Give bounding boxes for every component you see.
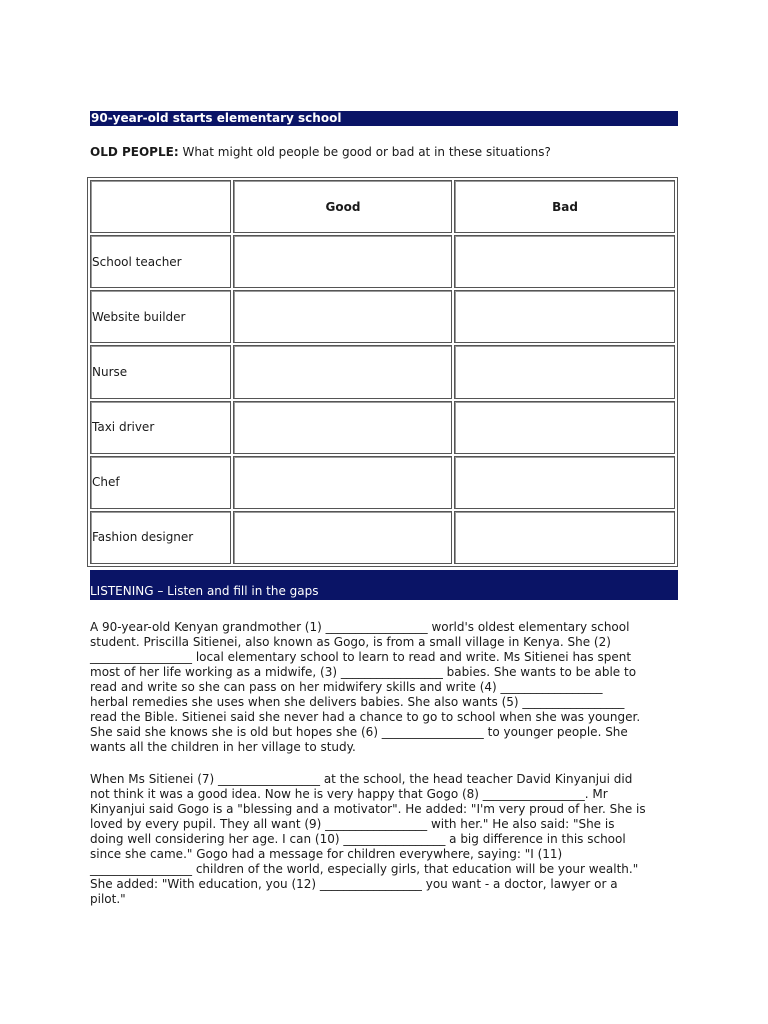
paragraph-line: Kinyanjui said Gogo is a "blessing and a motivator". He added: "I'm very proud of her. She is (90, 802, 646, 816)
bad-cell[interactable] (454, 290, 675, 343)
question-text: What might old people be good or bad at in these situations? (182, 145, 551, 159)
good-cell[interactable] (233, 401, 452, 454)
paragraph-line: When Ms Sitienei (7) _________________ at the school, the head teacher David Kinyanjui did (90, 772, 633, 786)
discussion-question (90, 144, 690, 160)
table-row (90, 456, 675, 509)
good-cell[interactable] (233, 290, 452, 343)
good-cell[interactable] (233, 345, 452, 398)
paragraph-line: _________________ children of the world, especially girls, that education will be your wealth." (90, 862, 639, 876)
paragraph-line: most of her life working as a midwife, (3) _________________ babies. She wants to be able to (90, 665, 637, 679)
worksheet-title: 90-year-old starts elementary school (90, 111, 678, 126)
row-label: Nurse (90, 345, 231, 398)
good-cell[interactable] (233, 511, 452, 564)
good-bad-table (87, 177, 678, 567)
paragraph-line: not think it was a good idea. Now he is very happy that Gogo (8) _________________. Mr (90, 787, 608, 801)
row-label: School teacher (90, 235, 231, 288)
paragraph-line: herbal remedies she uses when she delivers babies. She also wants (5) _________________ (90, 695, 625, 709)
table-row (90, 345, 675, 398)
paragraph-line: wants all the children in her village to study. (90, 740, 356, 754)
paragraph-line: read and write so she can pass on her midwifery skills and write (4) _________________ (90, 680, 603, 694)
table-row (90, 511, 675, 564)
row-label: Chef (90, 456, 231, 509)
paragraph-line: She added: "With education, you (12) _________________ you want - a doctor, lawyer or a (90, 877, 618, 891)
bad-cell[interactable] (454, 401, 675, 454)
question-label: OLD PEOPLE: (90, 145, 179, 159)
paragraph-line: doing well considering her age. I can (10) _________________ a big difference in this school (90, 832, 626, 846)
row-label: Website builder (90, 290, 231, 343)
table-header-bad: Bad (454, 180, 675, 233)
table-row (90, 290, 675, 343)
paragraph-line: _________________ local elementary school to learn to read and write. Ms Sitienei has spent (90, 650, 632, 664)
paragraph-line: A 90-year-old Kenyan grandmother (1) _________________ world's oldest elementary school (90, 620, 630, 634)
gap-fill-paragraph-2 (90, 772, 680, 907)
paragraph-line: loved by every pupil. They all want (9) _________________ with her." He also said: "She is (90, 817, 615, 831)
paragraph-line: pilot." (90, 892, 126, 906)
good-cell[interactable] (233, 235, 452, 288)
listening-header: LISTENING – Listen and fill in the gaps (90, 570, 678, 600)
row-label: Fashion designer (90, 511, 231, 564)
table-header-row (90, 180, 675, 233)
paragraph-line: She said she knows she is old but hopes she (6) _________________ to younger people. She (90, 725, 628, 739)
table-row (90, 235, 675, 288)
gap-fill-paragraph-1 (90, 620, 680, 755)
paragraph-line: since she came." Gogo had a message for children everywhere, saying: "I (11) (90, 847, 563, 861)
table-row (90, 401, 675, 454)
table-header-blank (90, 180, 231, 233)
bad-cell[interactable] (454, 345, 675, 398)
bad-cell[interactable] (454, 511, 675, 564)
paragraph-line: read the Bible. Sitienei said she never had a chance to go to school when she was younger. (90, 710, 641, 724)
bad-cell[interactable] (454, 456, 675, 509)
table-header-good: Good (233, 180, 452, 233)
paragraph-line: student. Priscilla Sitienei, also known as Gogo, is from a small village in Kenya. She (2) (90, 635, 611, 649)
row-label: Taxi driver (90, 401, 231, 454)
bad-cell[interactable] (454, 235, 675, 288)
good-cell[interactable] (233, 456, 452, 509)
